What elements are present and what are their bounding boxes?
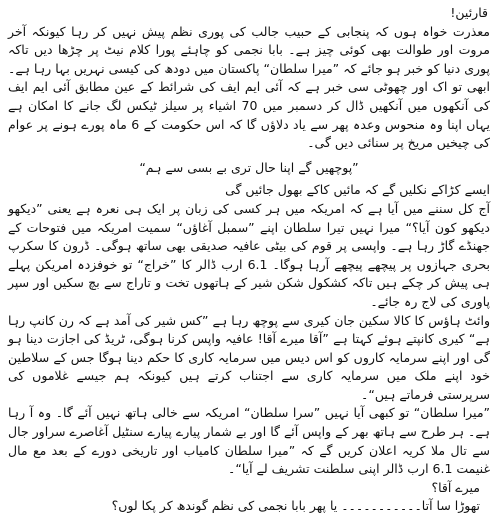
- poem-line: ”پوچھیں گے اپنا حال تری بے بسی سے ہم“: [139, 159, 359, 175]
- paragraph-3: آج کل سننے میں آیا ہے کہ امریکہ میں ہر کسی کی زبان پر ایک ہی نعرہ ہے یعنی ”دیکھو دیکھو کون آیا؟“ میرا نہیں تیرا سلطان اپنے ”سمبل آغاؤں“ سمیت امریکہ میں فتوحات کے جھنڈے گاڑ رہا ہے۔ واپسی پر قوم کی بیٹی عافیہ صدیقی بھی ساتھ ہوگی۔ ڈرون کا سکرپ بحری جہازوں پر پیچھے پیچھے آرہا ہوگا۔ 6.1 ارب ڈالر کا ”خراج“ تو خوفزدہ امریکن پہلے ہی پیش کر چکے ہیں تاکہ کشکول شکن شیر کے ہاتھوں تخت و تاراج سے بچ سکیں اور سپر پاوری کی لاج رہ جائے۔: [8, 200, 490, 309]
- paragraph-1: معذرت خواہ ہوں کہ پنجابی کے حبیب جالب کی پوری نظم پیش نہیں کر رہا کیونکہ آخر مروت اور طوالت بھی کوئی چیز ہے۔ بابا نجمی کو چاہئے پورا کلام نیٹ پر چڑھا دیں تاکہ پوری دنیا کو خبر ہو جائے کہ ”میرا سلطان“ پاکستان میں دودھ کی کیسی نہریں بہا رہا ہے۔ ابھی تو اک اور چھوٹی سی خبر ہے کہ آئی ایم ایف کی شرائط کے عین مطابق آئی ایم ایف کی آنکھوں میں آنکھیں ڈال کر دسمبر میں 70 اشیاء پر سیلز ٹیکس لگ جانے کا امکان ہے یہاں اپنا وہ منحوس وعدہ پھر سے یاد دلاؤں گا کہ اس حکومت کے 6 ماہ پورے ہونے پر عوام کی چیخیں مریخ پر سنائی دیں گی۔: [8, 23, 491, 151]
- closing-question: میرے آقا؟: [431, 479, 480, 495]
- closing-line: تھوڑا سا آتا۔۔۔۔۔۔۔۔۔۔۔ یا پھر بابا نجمی کی نظم گوندھ کر پکا لوں؟: [111, 498, 480, 514]
- paragraph-4: وائٹ ہاؤس کا کالا سکین جان کیری سے پوچھ رہا ہے ”کس شیر کی آمد ہے کہ رن کانپ رہا ہے“ کیری کانپتے ہوئے کہتا ہے ”آقا میرے آقا! عافیہ واپس کرنا ہوگی، ٹریڈ کی اجازت دینا ہو گی اور اپنے سرمایہ کاروں کو اس دیس میں سرمایہ کاری کا حکم دینا ہوگا جس کے سلاطین خود اپنے ملک میں سرمایہ کاری سے اجتناب کرتے ہیں کیونکہ ہم جیسے غلاموں کی سرپرستی فرماتے ہیں“۔: [8, 312, 490, 402]
- salutation: قارئین!: [450, 5, 488, 20]
- paragraph-5: ”میرا سلطان“ تو کبھی آیا نہیں ”سرا سلطان“ امریکہ سے خالی ہاتھ نہیں آئے گا۔ وہ آ رہا ہے۔ ہر طرح سے ہاتھ بھر کے واپس آئے گا اور بے شمار پیارے پیارے سنٹیل آغاصرے سراور جال سے تال ملا کریہ اعلان کریں گے کہ ”میرا سلطان کامیاب اور تاریخی دورے کے بعد مع مال غنیمت 6.1 ارب ڈالر اپنی سلطنت تشریف لے آیا“۔: [8, 405, 490, 477]
- paragraph-2: ایسے کڑاکے نکلیں گے کہ مائیں کاکے بھول جائیں گی: [225, 182, 490, 198]
